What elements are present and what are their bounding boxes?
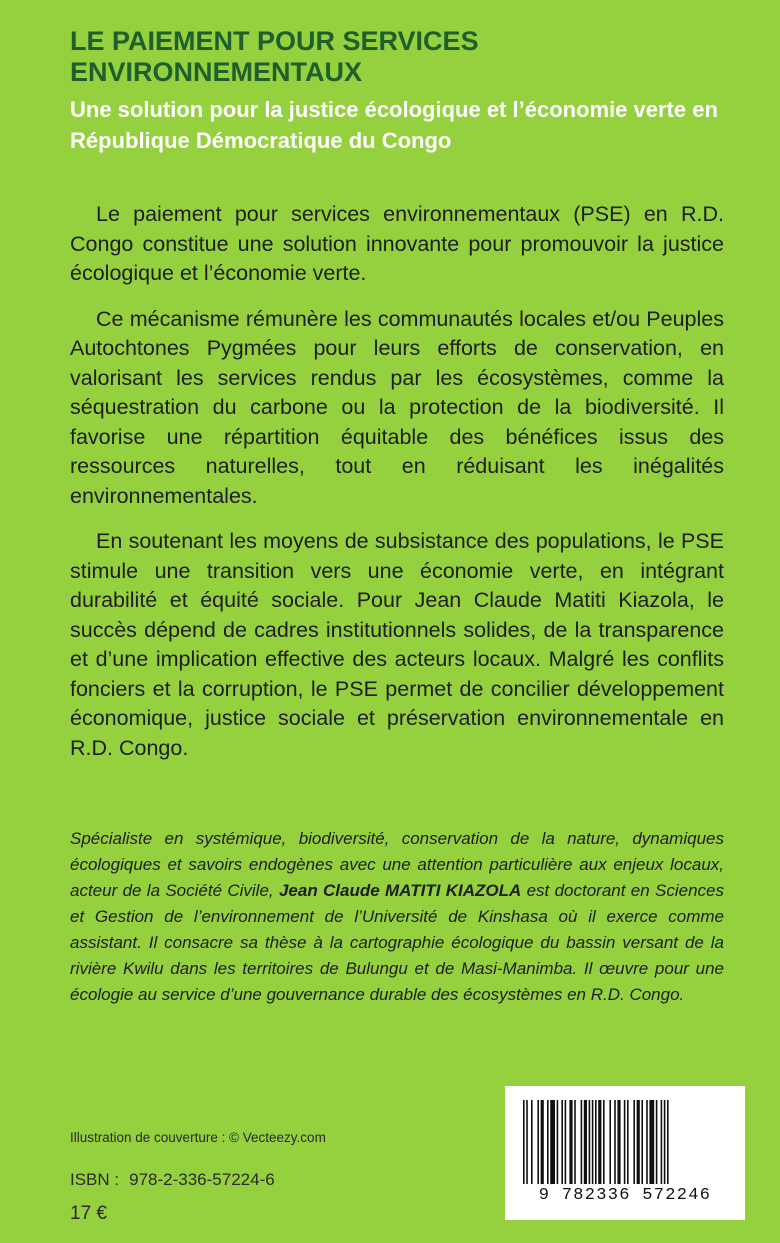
isbn-number: 978-2-336-57224-6 — [129, 1170, 275, 1189]
price: 17 € — [70, 1203, 107, 1224]
book-title: LE PAIEMENT POUR SERVICES ENVIRONNEMENTAUX — [70, 26, 479, 87]
blurb-paragraph-1: Le paiement pour services environnementaux (PSE) en R.D. Congo constitue une solution innovante pour promouvoir la justice écologique et l’économie verte. — [70, 202, 724, 285]
author-name: Jean Claude MATITI KIAZOLA — [278, 881, 522, 900]
isbn-label: ISBN : — [70, 1170, 120, 1189]
blurb-paragraph-3: En soutenant les moyens de subsistance des populations, le PSE stimule une transition vers une économie verte, en intégrant durabilité et équité sociale. Pour Jean Claude Matiti Kiazola, le succès dépend de cadres institutionnels solides, de la transparence et d’une implication effective des acteurs locaux. Malgré les conflits fonciers et la corruption, le PSE permet de concilier développement économique, justice sociale et préservation environnementale en R.D. Congo. — [70, 529, 724, 760]
bio-rest: est doctorant en Sciences et Gestion de l’environnement de l’Université de Kinshasa où il exerce comme assistant. Il consacre sa thèse à la cartographie écologique du bassin versant de la rivière Kwilu dans les territoires de Bulungu et de Masi-Manimba. Il œuvre pour une écologie au service d’une gouvernance durable des écosystèmes en R.D. Congo. — [70, 881, 724, 1004]
blurb-paragraph-2: Ce mécanisme rémunère les communautés locales et/ou Peuples Autochtones Pygmées pour leurs efforts de conservation, en valorisant les services rendus par les écosystèmes, comme la séquestration du carbone ou la protection de la biodiversité. Il favorise une répartition équitable des bénéfices issus des ressources naturelles, tout en réduisant les inégalités environnementales. — [70, 306, 724, 508]
barcode-digits: 9 782336 572246 — [538, 1186, 712, 1205]
blurb — [70, 200, 724, 779]
cover-credit: Illustration de couverture : © Vecteezy.com — [70, 1130, 326, 1145]
bio-intro: Spécialiste en systémique, biodiversité, conservation de la nature, dynamiques écologiques et savoirs endogènes avec une attention particulière aux enjeux locaux, acteur de la Société Civile, — [70, 829, 724, 900]
book-subtitle: Une solution pour la justice écologique et l’économie verte en République Démocratique du Congo — [70, 97, 718, 153]
author-bio — [70, 826, 724, 1008]
barcode — [505, 1086, 745, 1220]
isbn-line — [70, 1170, 275, 1190]
barcode-bars — [521, 1100, 729, 1184]
